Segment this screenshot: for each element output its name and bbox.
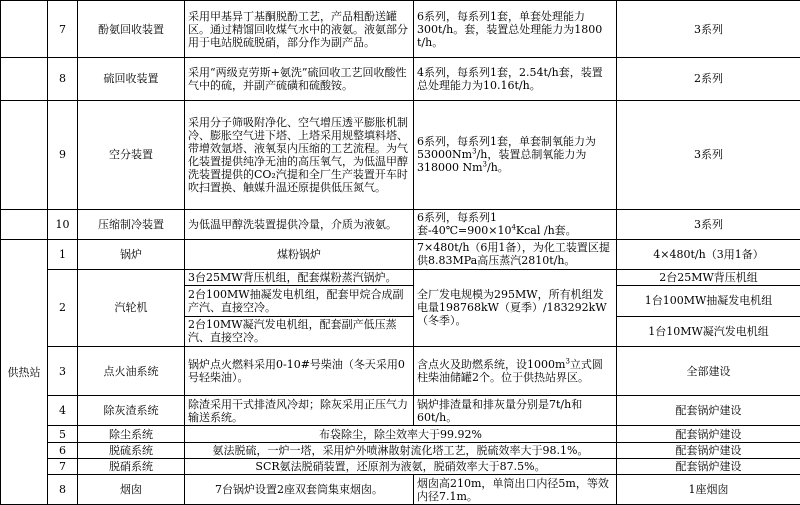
item-scale: 6系列，每系列1套，单套制氧能力为53000Nm$^3$/h，装置总制氧能力为318000 Nm$^3$/h。 — [414, 100, 617, 209]
item-scale: 4系列，每系列1套，2.54t/h套，装置总处理能力为10.16t/h。 — [414, 58, 617, 101]
row-number: 8 — [48, 475, 78, 505]
item-description: 采用分子筛吸附净化、空气增压透平膨胀机制冷、膨胀空气进下塔、上塔采用规整填料塔、带增效氩塔、液氧泵内压缩的工艺流程。为气化装置提供纯净无油的高压氧气，为低温甲醇洗装置提供的CO₂汽提和全厂生产装置开车时吹扫置换、触媒升温还原提供低压氮气。 — [185, 100, 414, 209]
table-row — [1, 58, 800, 101]
item-description: 采用“两级克劳斯+氨洗”硫回收工艺回收酸性气中的硫，并副产硫磺和硫酸铵。 — [185, 58, 414, 101]
row-number: 8 — [48, 58, 78, 101]
item-scale: 6系列，每系列1套，单套处理能力300t/h。套，装置总处理能力为1800 t/h。 — [414, 1, 617, 58]
item-name: 汽轮机 — [78, 269, 185, 346]
table-row — [1, 475, 800, 505]
item-scale: 7×480t/h（6用1备），为化工装置区提供8.83MPa高压蒸汽2810t/h。 — [414, 240, 617, 270]
row-number: 5 — [48, 426, 78, 442]
item-name: 酚氨回收装置 — [78, 1, 185, 58]
section-label: 供热站 — [1, 240, 48, 505]
item-remark: 2系列 — [617, 58, 800, 101]
item-remark: 2台25MW背压机组 — [617, 269, 800, 285]
item-remark: 全部建设 — [617, 347, 800, 396]
item-remark: 1座烟囱 — [617, 475, 800, 505]
table-row — [1, 100, 800, 209]
item-description: 布袋除尘，除尘效率大于99.92% — [185, 426, 617, 442]
table-row — [1, 1, 800, 58]
item-remark: 4×480t/h（3用1备） — [617, 240, 800, 270]
table-row — [1, 442, 800, 458]
item-name: 空分装置 — [78, 100, 185, 209]
item-description: 7台锅炉设置2座双套筒集束烟囱。 — [185, 475, 414, 505]
item-scale: 全厂发电规模为295MW，所有机组发电量198768kW（夏季）/183292kW（冬季）。 — [414, 269, 617, 346]
row-number: 9 — [48, 100, 78, 209]
item-scale: 6系列，每系列1套$-40℃=900\times 10^4Kcal$ /h套。 — [414, 209, 617, 240]
table-row — [1, 459, 800, 475]
row-number: 7 — [48, 459, 78, 475]
item-name: 烟囱 — [78, 475, 185, 505]
table-row — [1, 240, 800, 270]
item-remark: 配套锅炉建设 — [617, 459, 800, 475]
item-description: 3台25MW背压机组，配套煤粉蒸汽锅炉。 — [185, 269, 414, 285]
table-row — [1, 269, 800, 285]
row-number: 4 — [48, 395, 78, 426]
item-remark: 配套锅炉建设 — [617, 442, 800, 458]
item-scale: 含点火及助燃系统，设$1000m^3$立式圆柱柴油储罐2个。位于供热站界区。 — [414, 347, 617, 396]
item-name: 除灰渣系统 — [78, 395, 185, 426]
table-row — [1, 347, 800, 396]
table-row — [1, 426, 800, 442]
item-name: 锅炉 — [78, 240, 185, 270]
row-number: 6 — [48, 442, 78, 458]
item-description: 为低温甲醇洗装置提供冷量，介质为液氨。 — [185, 209, 414, 240]
item-description: 2台100MW抽凝发电机组，配套甲烷合成副产汽、直接空冷。 — [185, 286, 414, 317]
item-remark: 3系列 — [617, 209, 800, 240]
row-number: 2 — [48, 269, 78, 346]
item-description: 煤粉锅炉 — [185, 240, 414, 270]
item-remark: 1台100MW抽凝发电机组 — [617, 286, 800, 317]
item-scale: 烟囱高210m，单筒出口内径5m，等效内径7.1m。 — [414, 475, 617, 505]
item-remark: 配套锅炉建设 — [617, 395, 800, 426]
item-remark: 3系列 — [617, 1, 800, 58]
item-remark: 配套锅炉建设 — [617, 426, 800, 442]
row-number: 3 — [48, 347, 78, 396]
item-description: 锅炉点火燃料采用0-10#号柴油（冬天采用0号轻柴油）。 — [185, 347, 414, 396]
item-remark: 3系列 — [617, 100, 800, 209]
item-name: 脱硝系统 — [78, 459, 185, 475]
item-name: 硫回收装置 — [78, 58, 185, 101]
row-number: 1 — [48, 240, 78, 270]
item-description: 除渣采用干式排渣风冷却；除灰采用正压气力输送系统。 — [185, 395, 414, 426]
item-description: 氨法脱硫，一炉一塔，采用炉外喷淋散射流化塔工艺，脱硫效率大于98.1%。 — [185, 442, 617, 458]
item-description: SCR氨法脱硝装置，还原剂为液氨，脱硝效率大于87.5%。 — [185, 459, 617, 475]
item-remark: 1台10MW凝汽发电机组 — [617, 316, 800, 347]
table-row — [1, 395, 800, 426]
item-description: 2台10MW凝汽发电机组，配套副产低压蒸汽、直接空冷。 — [185, 316, 414, 347]
item-name: 脱硫系统 — [78, 442, 185, 458]
row-number: 10 — [48, 209, 78, 240]
item-name: 除尘系统 — [78, 426, 185, 442]
item-name: 压缩制冷装置 — [78, 209, 185, 240]
item-scale: 锅炉排渣量和排灰量分别是7t/h和60t/h。 — [414, 395, 617, 426]
item-description: 采用甲基异丁基酮脱酚工艺，产品粗酚送罐区。通过精馏回收煤气水中的液氨。液氨部分用于电站脱硫脱硝，部分作为副产品。 — [185, 1, 414, 58]
item-name: 点火油系统 — [78, 347, 185, 396]
table-row — [1, 209, 800, 240]
row-number: 7 — [48, 1, 78, 58]
